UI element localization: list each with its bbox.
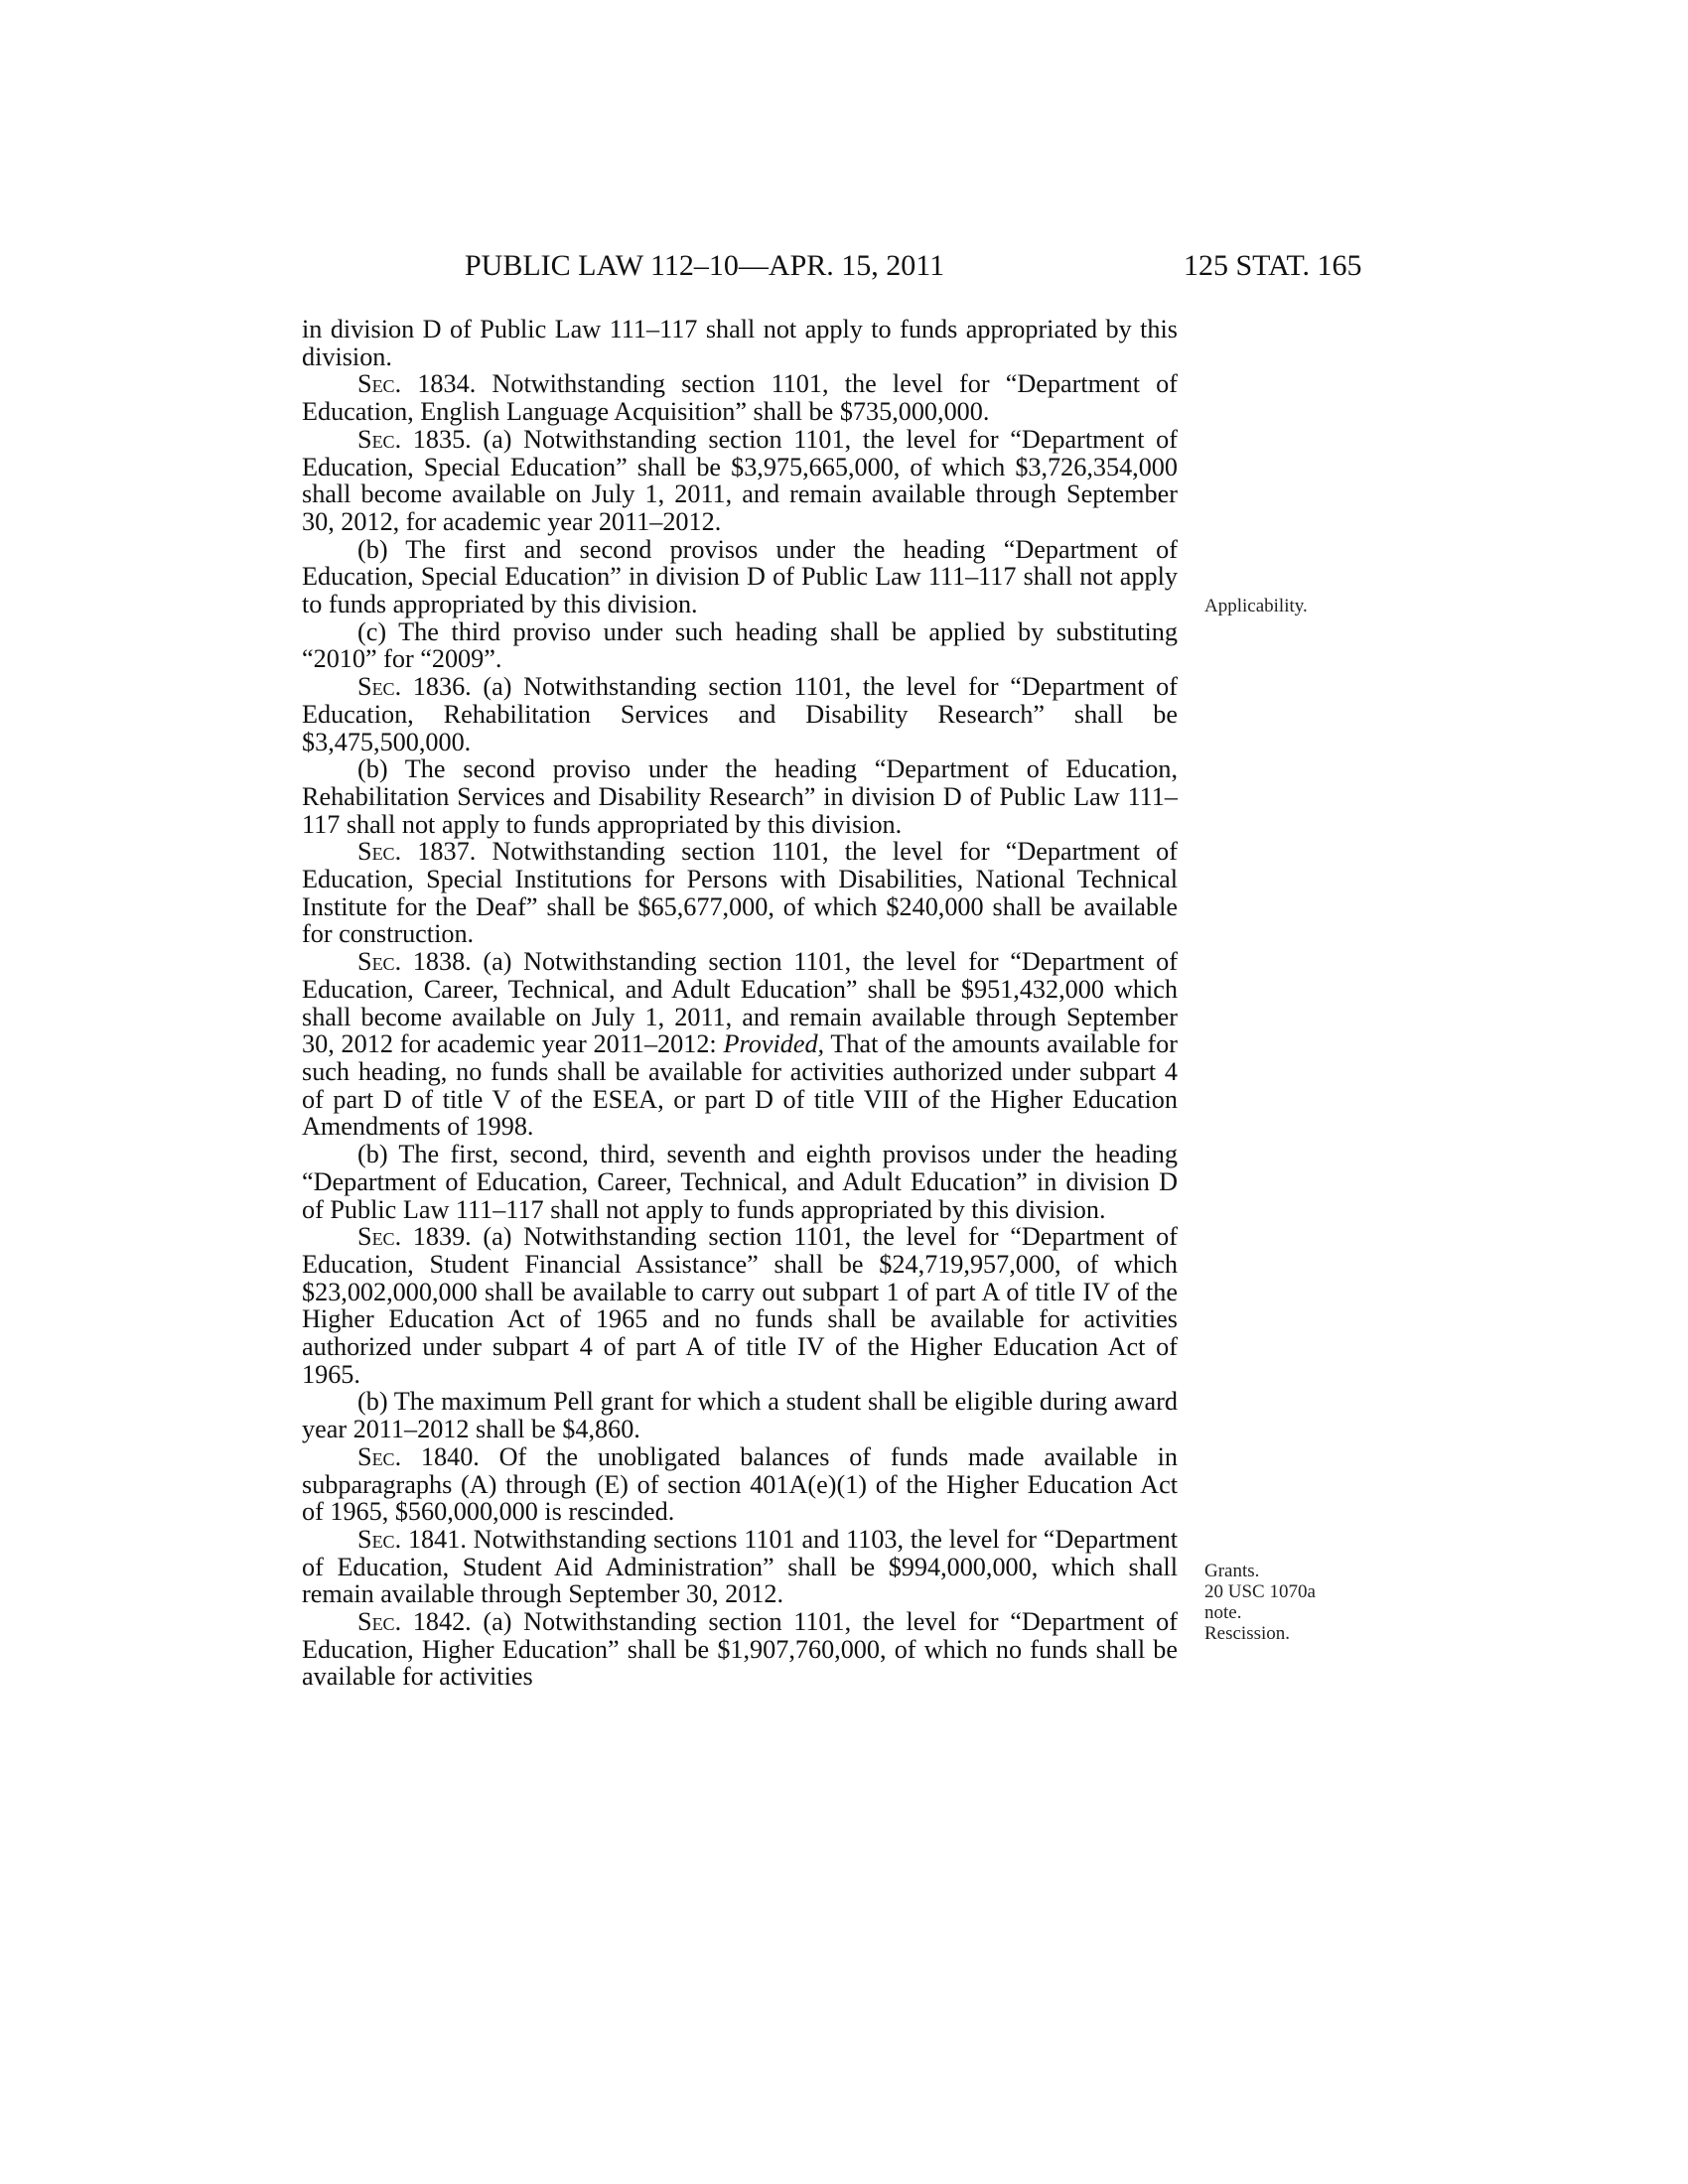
subsection-1836-b: [302, 755, 1178, 838]
margin-note-text: Rescission.: [1204, 1623, 1291, 1644]
section-1840: [302, 1443, 1178, 1526]
section-text: . 1836. (a) Notwithstanding section 1101, the level for “Department of Education, Rehabilitation Services and Disability Research” shall be $3,475,500,000.: [302, 672, 1178, 756]
margin-note-citation: 20 USC 1070a: [1204, 1581, 1316, 1602]
proviso-term: Provided,: [723, 1029, 825, 1059]
section-label: Sec: [357, 837, 395, 867]
margin-note-text: note.: [1204, 1602, 1242, 1623]
section-text: That of the amounts available for such heading, no funds shall be available for activities authorized under subpart 4 of part D of title V of the ESEA, or part D of title VIII of the Higher Education Amendments of 1998.: [302, 1029, 1178, 1142]
section-text: . 1834. Notwithstanding section 1101, the level for “Department of Education, English Language Acquisition” shall be $735,000,000.: [302, 369, 1178, 427]
section-1836: [302, 673, 1178, 755]
section-text: . 1842. (a) Notwithstanding section 1101, the level for “Department of Education, Higher Education” shall be $1,907,760,000, of which no funds shall be available for activities: [302, 1607, 1178, 1692]
running-head-title: PUBLIC LAW 112–10—APR. 15, 2011: [465, 249, 945, 282]
section-1835: [302, 426, 1178, 536]
section-text: . 1835. (a) Notwithstanding section 1101, the level for “Department of Education, Special Education” shall be $3,975,665,000, of which $3,726,354,000 shall become available on July 1, 2011, and remain available through September 30, 2012, for academic year 2011–2012.: [302, 424, 1178, 536]
section-text: (b) The first and second provisos under the heading “Department of Education, Special Education” in division D of Public Law 111–117 shall not apply to funds appropriated by this division.: [302, 534, 1178, 619]
section-label: Sec: [357, 1441, 395, 1471]
section-label: Sec: [357, 947, 395, 977]
section-text: (c) The third proviso under such heading shall be applied by substituting “2010” for “2009”.: [302, 616, 1178, 674]
margin-note-text: Grants.: [1204, 1561, 1260, 1581]
section-1838: [302, 948, 1178, 1141]
section-label: Sec: [357, 1607, 395, 1637]
subsection-1839-b: [302, 1388, 1178, 1442]
statute-text: [302, 316, 1178, 1691]
subsection-1838-b: [302, 1141, 1178, 1223]
section-text: . 1840. Of the unobligated balances of funds made available in subparagraphs (A) through (E) of section 401A(e)(1) of the Higher Education Act of 1965, $560,000,000 is rescinded.: [302, 1441, 1178, 1527]
section-1841: [302, 1526, 1178, 1608]
section-text: (b) The maximum Pell grant for which a student shall be eligible during award year 2011–2012 shall be $4,860.: [302, 1387, 1178, 1444]
section-text: . 1839. (a) Notwithstanding section 1101, the level for “Department of Education, Student Financial Assistance” shall be $24,719,957,000, of which $23,002,000,000 shall be available to carry out subpart 1 of part A of title IV of the Higher Education Act of 1965 and no funds shall be available for activities authorized under subpart 4 of part A of title IV of the Higher Education Act of 1965.: [302, 1222, 1178, 1389]
section-label: Sec: [357, 1222, 395, 1252]
margin-note-text: Applicability.: [1204, 596, 1308, 616]
section-1842: [302, 1608, 1178, 1691]
paragraph-continuation: [302, 316, 1178, 370]
section-label: Sec: [357, 1524, 395, 1554]
section-1837: [302, 838, 1178, 948]
section-1834: [302, 370, 1178, 425]
page-reference: 125 STAT. 165: [1184, 249, 1362, 282]
section-label: Sec: [357, 672, 395, 702]
section-text: (b) The second proviso under the heading “Department of Education, Rehabilitation Services and Disability Research” in division D of Public Law 111–117 shall not apply to funds appropriated by this division.: [302, 754, 1178, 839]
margin-note-grants: [1204, 1561, 1363, 1644]
subsection-1835-c: [302, 618, 1178, 673]
subsection-1835-b: [302, 536, 1178, 618]
section-text: . 1841. Notwithstanding sections 1101 and 1103, the level for “Department of Education, Student Aid Administration” shall be $994,000,000, which shall remain available through September 30, 2012.: [302, 1524, 1178, 1609]
section-text: . 1838. (a) Notwithstanding section 1101, the level for “Department of Education, Career, Technical, and Adult Education” shall be $951,432,000 which shall become available on July 1, 2011, and remain available through September 30, 2012 for academic year 2011–2012:: [302, 947, 1178, 1059]
section-text: . 1837. Notwithstanding section 1101, the level for “Department of Education, Special Institutions for Persons with Disabilities, National Technical Institute for the Deaf” shall be $65,677,000, of which $240,000 shall be available for construction.: [302, 837, 1178, 949]
section-1839: [302, 1223, 1178, 1388]
running-head: [0, 246, 1688, 286]
paragraph-text: in division D of Public Law 111–117 shall not apply to funds appropriated by this division.: [302, 315, 1178, 371]
section-label: Sec: [357, 424, 395, 454]
section-text: (b) The first, second, third, seventh and eighth provisos under the heading “Department of Education, Career, Technical, and Adult Education” in division D of Public Law 111–117 shall not apply to funds appropriated by this division.: [302, 1140, 1178, 1224]
margin-note-applicability: [1204, 596, 1363, 616]
section-label: Sec: [357, 369, 395, 399]
